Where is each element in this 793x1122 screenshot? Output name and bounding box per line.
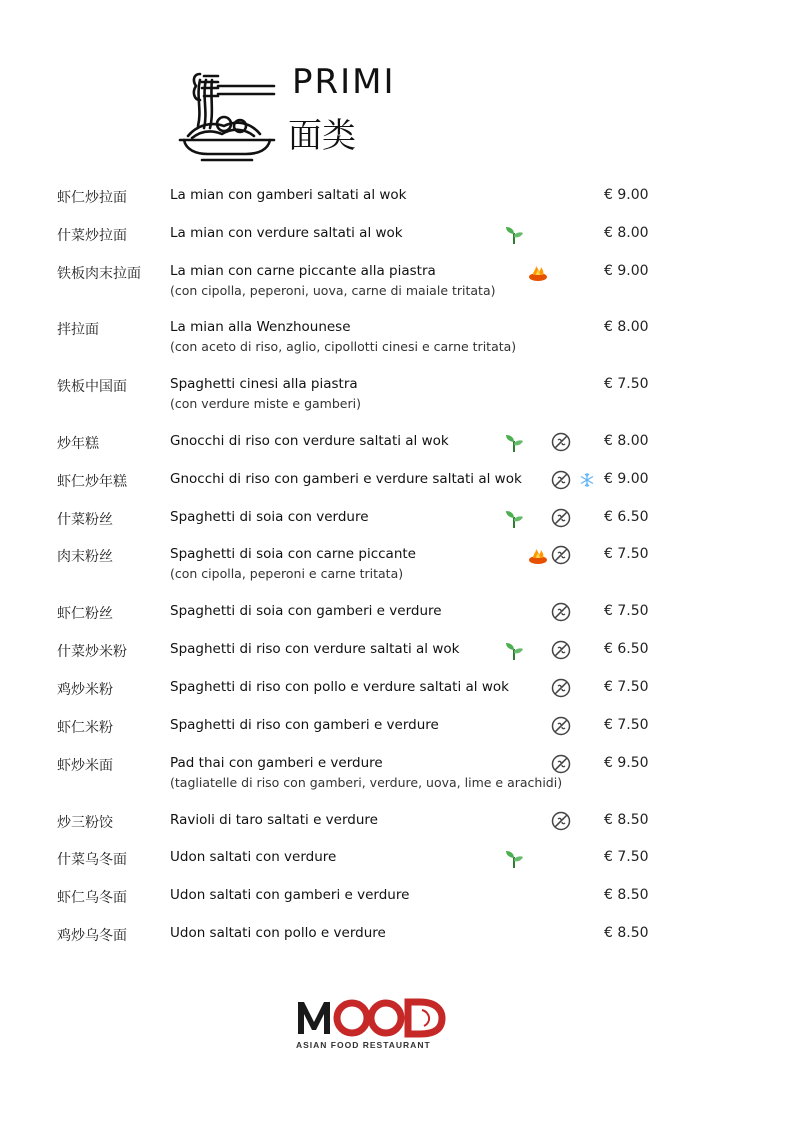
dish-price: € 6.50 [604,641,649,657]
menu-item [0,546,793,586]
dish-name-italian: Udon saltati con verdure [170,849,337,865]
dish-price: € 8.50 [604,887,649,903]
dish-name-chinese: 炒三粉饺 [57,815,113,831]
dish-name-italian: La mian alla Wenzhounese [170,319,351,335]
gluten-free-icon [550,753,572,775]
dish-name-chinese: 虾仁粉丝 [57,606,113,622]
dish-name-chinese: 鸡炒乌冬面 [57,928,127,944]
dish-price: € 7.50 [604,679,649,695]
dish-price: € 9.00 [604,471,649,487]
dish-name-italian: Gnocchi di riso con verdure saltati al wok [170,433,449,449]
dish-description: (tagliatelle di riso con gamberi, verdure, uova, lime e arachidi) [170,775,563,790]
dish-name-chinese: 炒年糕 [57,436,99,452]
dish-name-italian: Spaghetti di riso con verdure saltati al wok [170,641,460,657]
dish-name-chinese: 什菜炒拉面 [57,228,127,244]
dish-price: € 6.50 [604,509,649,525]
dish-price: € 8.00 [604,433,649,449]
dish-name-italian: La mian con carne piccante alla piastra [170,263,436,279]
gluten-free-icon [550,715,572,737]
dish-name-chinese: 什菜粉丝 [57,512,113,528]
dish-name-chinese: 虾仁炒拉面 [57,190,127,206]
dish-name-italian: Ravioli di taro saltati e verdure [170,812,378,828]
menu-item [0,812,793,834]
vegetarian-sprout-icon [503,431,525,453]
gluten-free-icon [550,507,572,529]
noodle-bowl-fork-icon [178,66,276,162]
dish-name-italian: Pad thai con gamberi e verdure [170,755,383,771]
dish-name-chinese: 虾仁炒年糕 [57,474,127,490]
dish-description: (con cipolla, peperoni, uova, carne di maiale tritata) [170,283,496,298]
dish-name-italian: La mian con verdure saltati al wok [170,225,403,241]
menu-item [0,187,793,209]
gluten-free-icon [550,544,572,566]
dish-name-italian: Spaghetti cinesi alla piastra [170,376,358,392]
menu-header [178,58,478,168]
dish-description: (con verdure miste e gamberi) [170,396,361,411]
menu-item [0,225,793,247]
menu-item [0,887,793,909]
vegetarian-sprout-icon [503,223,525,245]
menu-item [0,925,793,947]
dish-name-italian: Spaghetti di riso con pollo e verdure saltati al wok [170,679,509,695]
dish-price: € 8.50 [604,812,649,828]
menu-item [0,376,793,416]
dish-price: € 7.50 [604,849,649,865]
section-title: PRIMI [292,62,396,102]
menu-item [0,849,793,871]
menu-item [0,603,793,625]
gluten-free-icon [550,810,572,832]
vegetarian-sprout-icon [503,507,525,529]
logo-tagline: ASIAN FOOD RESTAURANT [296,1040,431,1050]
dish-price: € 8.00 [604,319,649,335]
dish-price: € 9.00 [604,187,649,203]
dish-name-chinese: 虾仁乌冬面 [57,890,127,906]
menu-item [0,509,793,531]
vegetarian-sprout-icon [503,847,525,869]
menu-item [0,641,793,663]
dish-name-italian: Spaghetti di soia con gamberi e verdure [170,603,442,619]
menu-item [0,433,793,455]
dish-price: € 8.00 [604,225,649,241]
dish-name-chinese: 拌拉面 [57,322,99,338]
dish-name-italian: Gnocchi di riso con gamberi e verdure saltati al wok [170,471,522,487]
menu-item [0,755,793,795]
dish-name-italian: La mian con gamberi saltati al wok [170,187,407,203]
menu-item [0,319,793,359]
vegetarian-sprout-icon [503,639,525,661]
dish-price: € 7.50 [604,376,649,392]
dish-name-chinese: 虾炒米面 [57,758,113,774]
gluten-free-icon [550,601,572,623]
gluten-free-icon [550,431,572,453]
dish-name-chinese: 铁板中国面 [57,379,127,395]
menu-item [0,263,793,303]
dish-price: € 7.50 [604,546,649,562]
frozen-snowflake-icon [576,469,598,491]
menu-item [0,679,793,701]
menu-item [0,717,793,739]
gluten-free-icon [550,677,572,699]
dish-name-italian: Udon saltati con gamberi e verdure [170,887,410,903]
dish-name-chinese: 鸡炒米粉 [57,682,113,698]
section-title-chinese: 面类 [288,116,356,156]
dish-description: (con aceto di riso, aglio, cipollotti cinesi e carne tritata) [170,339,517,354]
gluten-free-icon [550,469,572,491]
gluten-free-icon [550,639,572,661]
dish-name-italian: Spaghetti di soia con verdure [170,509,369,525]
dish-name-italian: Spaghetti di soia con carne piccante [170,546,416,562]
dish-price: € 8.50 [604,925,649,941]
dish-price: € 7.50 [604,717,649,733]
restaurant-logo [290,988,454,1058]
dish-price: € 9.00 [604,263,649,279]
dish-description: (con cipolla, peperoni e carne tritata) [170,566,404,581]
menu-item [0,471,793,493]
dish-name-chinese: 铁板肉末拉面 [57,266,141,282]
dish-name-chinese: 虾仁米粉 [57,720,113,736]
spicy-flame-icon [527,261,549,283]
dish-price: € 9.50 [604,755,649,771]
dish-name-chinese: 什菜炒米粉 [57,644,127,660]
spicy-flame-icon [527,544,549,566]
dish-price: € 7.50 [604,603,649,619]
dish-name-chinese: 肉末粉丝 [57,549,113,565]
dish-name-italian: Spaghetti di riso con gamberi e verdure [170,717,439,733]
dish-name-chinese: 什菜乌冬面 [57,852,127,868]
dish-name-italian: Udon saltati con pollo e verdure [170,925,386,941]
